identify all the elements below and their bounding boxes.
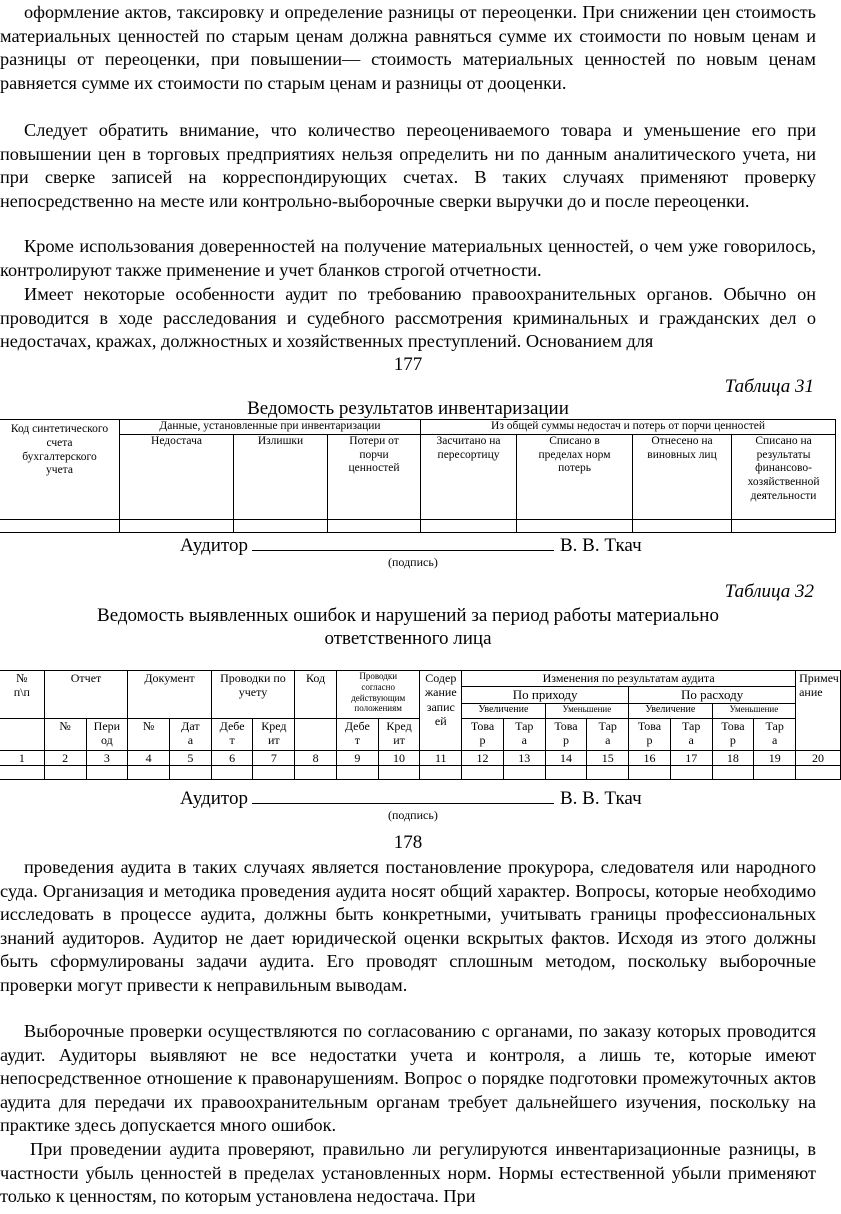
table-cell — [629, 765, 671, 779]
signature-caption: (подпись) — [388, 555, 438, 569]
signature-name: В. В. Ткач — [559, 788, 642, 809]
header-inventory-data: Данные, установленные при инвентаризации — [120, 420, 421, 435]
table-cell — [633, 519, 732, 532]
column-number: 5 — [170, 750, 212, 765]
table-cell — [86, 765, 128, 779]
table-cell — [796, 765, 841, 779]
table-cell — [336, 765, 378, 779]
inventory-results-table — [0, 419, 836, 533]
column-number: 1 — [0, 750, 44, 765]
header-expense: По расходу — [629, 687, 796, 704]
table-cell — [234, 519, 328, 532]
column-number: 11 — [420, 750, 462, 765]
column-number: 16 — [629, 750, 671, 765]
sub-header-number: № — [128, 718, 170, 750]
page-number-177: 177 — [393, 354, 423, 375]
sub-header-date: Дата — [170, 718, 212, 750]
column-number: 6 — [211, 750, 253, 765]
header-norm-writeoff: Списано в пределах норм потерь — [517, 434, 633, 519]
column-number: 10 — [378, 750, 420, 765]
sub-header-goods: Товар — [462, 718, 504, 750]
table-cell — [732, 519, 836, 532]
header-correct-postings: Проводки согласно действующим положениям — [336, 671, 419, 719]
paragraph-7: При проведении аудита проверяют, правильно ли регулируются инвентаризационные разницы, в частности убыль ценностей в пределах установленных норм. Нормы естественной убыли применяют только к ценностям, по которым установлена недостача. При — [0, 1139, 816, 1206]
header-account-code: Код синтетического счета бухгалтерского учета — [0, 420, 120, 520]
auditor-signature-2 — [180, 788, 642, 810]
table-cell — [295, 765, 337, 779]
header-report: Отчет — [44, 671, 127, 719]
sub-header-debit: Дебет — [211, 718, 253, 750]
table-32-title-line-1: Ведомость выявленных ошибок и нарушений за период работы материально — [97, 605, 719, 626]
header-document: Документ — [128, 671, 211, 719]
column-number: 13 — [503, 750, 545, 765]
table-cell — [503, 765, 545, 779]
table-cell — [545, 765, 587, 779]
column-number: 18 — [712, 750, 754, 765]
signature-line — [252, 788, 554, 804]
column-number: 12 — [462, 750, 504, 765]
sub-header-goods: Товар — [712, 718, 754, 750]
sub-header-period: Период — [86, 718, 128, 750]
sub-header-number: № — [44, 718, 86, 750]
table-cell — [295, 718, 337, 750]
header-culprits: Отнесено на виновных лиц — [633, 434, 732, 519]
header-content: Содержание записей — [420, 671, 462, 751]
table-31-label: Таблица 31 — [724, 376, 814, 397]
column-number: 9 — [336, 750, 378, 765]
signature-role: Аудитор — [180, 788, 248, 809]
table-cell — [0, 765, 44, 779]
column-number: 20 — [796, 750, 841, 765]
table-cell — [328, 519, 421, 532]
header-surplus: Излишки — [234, 434, 328, 519]
table-32-label: Таблица 32 — [724, 581, 814, 602]
paragraph-4: Имеет некоторые особенности аудит по требованию правоохранительных органов. Обычно он проводится в ходе расследования и судебного рассмотрения криминальных и гражданских дел о недостачах, кражах, должностных и хозяйственных преступлений. Основанием для — [0, 284, 816, 351]
table-cell — [670, 765, 712, 779]
header-financial-results: Списано на результаты финансово-хозяйственной деятельности — [732, 434, 836, 519]
header-expense-decrease: Уменьшение — [712, 703, 796, 718]
table-cell — [0, 718, 44, 750]
header-shortage: Недостача — [120, 434, 234, 519]
column-number: 14 — [545, 750, 587, 765]
paragraph-6: Выборочные проверки осуществляются по согласованию с органами, по заказу которых проводится аудит. Аудиторы выявляют не все недостатки учета и контроля, а лишь те, которые имеют непосредственное отношение к правонарушениям. Вопрос о порядке подготовки промежуточных актов аудита для передачи их правоохранительным органам требует дальнейшего изучения, поскольку на практике здесь допускается много ошибок. — [0, 1021, 816, 1135]
table-cell — [517, 519, 633, 532]
paragraph-5: проведения аудита в таких случаях является постановление прокурора, следователя или народного суда. Организация и методика проведения аудита носят общий характер. Вопросы, которые необходимо исследовать в процессе аудита, должны быть конкретными, учитывать границы профессиональных знаний аудиторов. Аудитор не дает юридической оценки вскрытых фактов. Исходя из этого должны быть сформулированы задачи аудита. Его проводят сплошным методом, поскольку выборочные проверки могут привести к неправильным выводам. — [0, 857, 816, 995]
column-number: 3 — [86, 750, 128, 765]
table-cell — [253, 765, 295, 779]
table-cell — [712, 765, 754, 779]
table-cell — [44, 765, 86, 779]
header-spoilage: Потери от порчи ценностей — [328, 434, 421, 519]
table-31-title: Ведомость результатов инвентаризации — [247, 398, 569, 419]
table-cell — [211, 765, 253, 779]
header-postings: Проводки по учету — [211, 671, 294, 719]
table-cell — [462, 765, 504, 779]
column-number: 2 — [44, 750, 86, 765]
column-number: 17 — [670, 750, 712, 765]
sub-header-credit: Кредит — [378, 718, 420, 750]
page-number-178: 178 — [393, 832, 423, 853]
column-number: 7 — [253, 750, 295, 765]
table-cell — [420, 765, 462, 779]
sub-header-pack: Тара — [503, 718, 545, 750]
sub-header-debit: Дебет — [336, 718, 378, 750]
signature-role: Аудитор — [180, 535, 248, 556]
table-cell — [378, 765, 420, 779]
header-income-decrease: Уменьшение — [545, 703, 628, 718]
sub-header-goods: Товар — [629, 718, 671, 750]
table-cell — [128, 765, 170, 779]
table-cell — [754, 765, 796, 779]
sub-header-goods: Товар — [545, 718, 587, 750]
table-cell — [587, 765, 629, 779]
header-shortage-breakdown: Из общей суммы недостач и потерь от порчи ценностей — [421, 420, 836, 435]
header-code: Код — [295, 671, 337, 719]
header-row-number: № п\п — [0, 671, 44, 719]
column-number: 4 — [128, 750, 170, 765]
header-expense-increase: Увеличение — [629, 703, 712, 718]
header-income: По приходу — [462, 687, 629, 704]
table-32-title-line-2: ответственного лица — [324, 628, 492, 649]
table-cell — [170, 765, 212, 779]
header-regrading: Засчитано на пересортицу — [421, 434, 517, 519]
errors-table — [0, 670, 841, 780]
sub-header-pack: Тара — [670, 718, 712, 750]
paragraph-1: оформление актов, таксировку и определение разницы от переоценки. При снижении цен стоимость материальных ценностей по старым ценам должна равняться сумме их стоимости по новым ценам и разницы от переоценки, при повышении— стоимость материальных ценностей по новым ценам равняется сумме их стоимости по старым ценам и разницы от дооценки. — [0, 2, 816, 93]
paragraph-2: Следует обратить внимание, что количество переоцениваемого товара и уменьшение его при повышении цен в торговых предприятиях нельзя определить ни по данным аналитического учета, ни при сверке записей на корреспондирующих счетах. В таких случаях применяют проверку непосредственно на месте или контрольно-выборочные сверки выручки до и после переоценки. — [0, 120, 816, 211]
sub-header-pack: Тара — [587, 718, 629, 750]
header-note: Примечание — [796, 671, 841, 751]
auditor-signature-1 — [180, 535, 642, 557]
column-number: 19 — [754, 750, 796, 765]
sub-header-credit: Кредит — [253, 718, 295, 750]
table-cell — [0, 519, 120, 532]
header-income-increase: Увеличение — [462, 703, 545, 718]
signature-line — [252, 535, 554, 551]
sub-header-pack: Тара — [754, 718, 796, 750]
signature-name: В. В. Ткач — [559, 535, 642, 556]
column-number: 8 — [295, 750, 337, 765]
header-audit-changes: Изменения по результатам аудита — [462, 671, 796, 687]
table-cell — [120, 519, 234, 532]
paragraph-3: Кроме использования доверенностей на получение материальных ценностей, о чем уже говорилось, контролируют также применение и учет бланков строгой отчетности. — [0, 236, 816, 280]
column-number: 15 — [587, 750, 629, 765]
signature-caption: (подпись) — [388, 808, 438, 822]
table-cell — [421, 519, 517, 532]
